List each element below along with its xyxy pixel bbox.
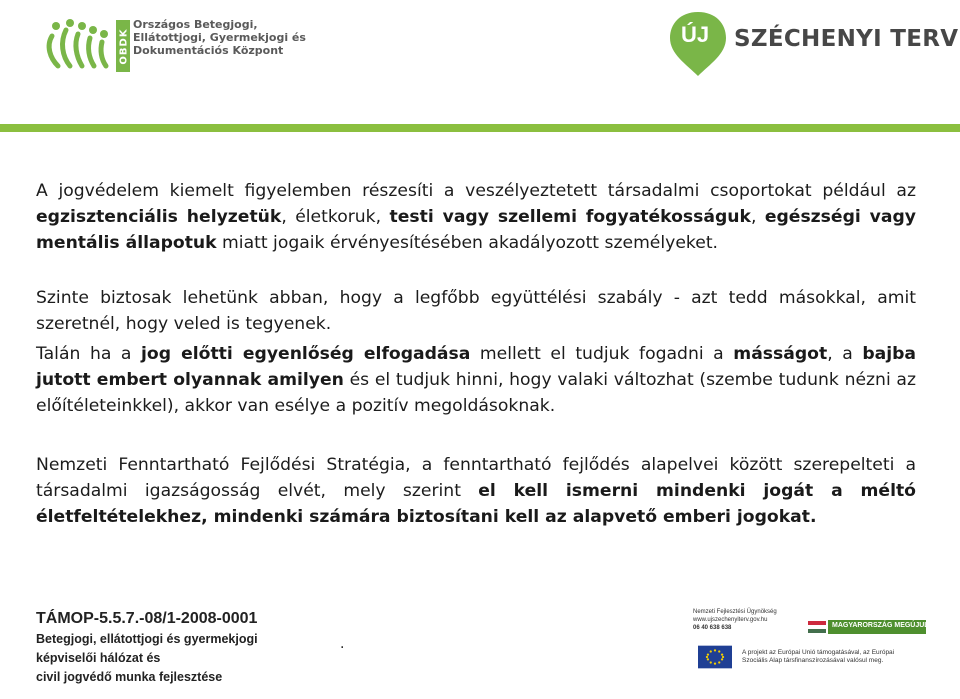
obdk-swirl-2 bbox=[63, 30, 70, 66]
agency-url: www.ujszechenyiterv.gov.hu bbox=[693, 617, 768, 623]
paragraph-3: Talán ha a jog előtti egyenlőség elfogadása mellett el tudjuk fogadni a másságot, a bajba jutott embert olyannak amilyen és el tudjuk hinni, hogy valaki változhat (szembe tudunk nézni az előítéleteinkkel), akkor van esélye a pozitív megoldásoknak. bbox=[36, 344, 917, 416]
obdk-name-line: Dokumentációs Központ bbox=[133, 44, 284, 57]
paragraph-4: Nemzeti Fenntartható Fejlődési Stratégia, a fenntartható fejlődés alapelvei között szerepelteti a társadalmi igazságosság elvét, mely szerint el kell ismerni mindenki jogát a méltó életfeltételekhez, mindenki számára biztosítani kell az alapvető emberi jogokat. bbox=[36, 455, 916, 527]
mo-banner-text: MAGYARORSZÁG MEGÚJUL bbox=[832, 622, 929, 629]
obdk-logo-letters: OBDK bbox=[118, 27, 130, 65]
paragraph-2: Szinte biztosak lehetünk abban, hogy a legfőbb együttélési szabály - azt tedd másokkal, amit szeretnél, hogy veled is tegyenek. bbox=[36, 288, 916, 334]
eu-flag-icon bbox=[698, 645, 732, 669]
separator-dot: . bbox=[340, 636, 345, 652]
project-info bbox=[36, 608, 258, 687]
obdk-swirl-5 bbox=[101, 42, 106, 66]
project-line: képviselői hálózat és bbox=[36, 651, 161, 665]
paragraph-1: A jogvédelem kiemelt figyelemben részesíti a veszélyeztetett társadalmi csoportokat például az egzisztenciális helyzetük, életkoruk, testi vagy szellemi fogyatékosságuk, egészségi vagy mentális állapotuk miatt jogaik érvényesítésében akadályozott személyeket. bbox=[36, 181, 916, 253]
agency-info bbox=[693, 608, 777, 632]
emphasis: jog előtti egyenlőség elfogadása bbox=[141, 344, 471, 364]
agency-phone: 06 40 638 638 bbox=[693, 625, 732, 631]
header-divider bbox=[0, 124, 960, 132]
project-code: TÁMOP-5.5.7.-08/1-2008-0001 bbox=[36, 610, 258, 627]
agency-name: Nemzeti Fejlesztési Ügynökség bbox=[693, 609, 777, 615]
obdk-swirl-1 bbox=[49, 36, 58, 66]
obdk-swirl-4 bbox=[89, 38, 94, 66]
obdk-name-line: Országos Betegjogi, bbox=[133, 18, 258, 31]
emphasis: testi vagy szellemi fogyatékosságuk bbox=[389, 207, 751, 227]
emphasis: el kell ismerni mindenki jogát a méltó életfeltételekhez, mindenki számára biztosítani kell az alapvető emberi jogokat. bbox=[36, 481, 916, 527]
obdk-name-line: Ellátottjogi, Gyermekjogi és bbox=[133, 31, 306, 44]
obdk-swirl-3 bbox=[76, 34, 82, 66]
obdk-name bbox=[133, 18, 306, 57]
szechenyi-title: SZÉCHENYI TERV bbox=[734, 26, 959, 52]
project-line: Betegjogi, ellátottjogi és gyermekjogi bbox=[36, 632, 258, 646]
project-line: civil jogvédő munka fejlesztése bbox=[36, 670, 223, 684]
emphasis: bajba jutott embert olyannak amilyen bbox=[36, 344, 917, 390]
emphasis: egzisztenciális helyzetük bbox=[36, 207, 282, 227]
emphasis: egészségi vagy mentális állapotuk bbox=[36, 207, 916, 253]
eu-funding-note: A projekt az Európai Unió támogatásával, az Európai Szociális Alap társfinanszírozásával valósul meg. bbox=[742, 649, 895, 664]
hungarian-flag-icon bbox=[808, 620, 826, 634]
szechenyi-badge-text: ÚJ bbox=[681, 22, 710, 47]
emphasis: másságot bbox=[733, 344, 828, 364]
